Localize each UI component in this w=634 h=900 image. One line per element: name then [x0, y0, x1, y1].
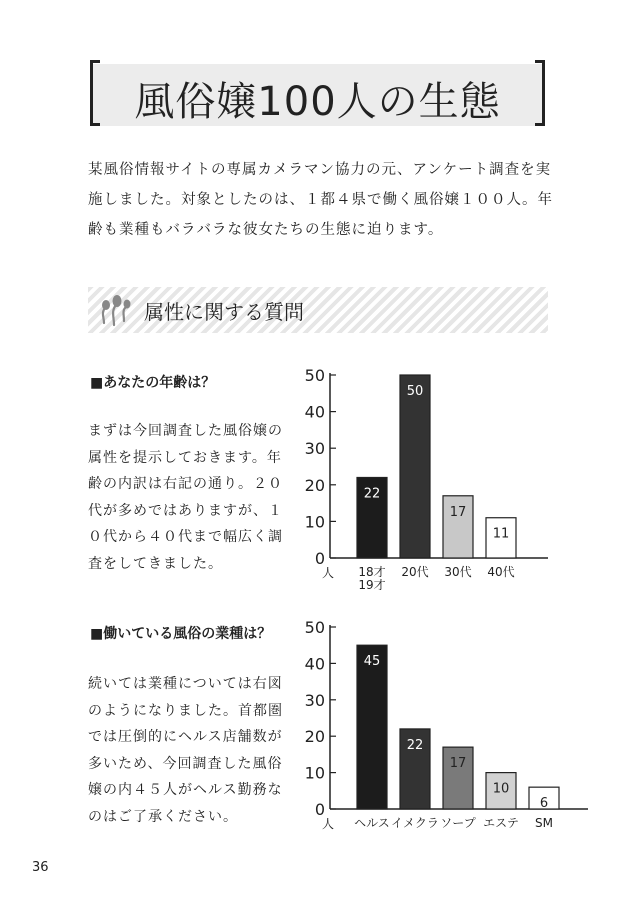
y-unit-label: 人 — [321, 817, 335, 831]
question-industry-body: 続いては業種については右図のようになりました。首都圏では圧倒的にヘルス店舗数が多いため、今回調査した風俗嬢の内４５人がヘルス勤務なのはご了承ください。 — [88, 676, 283, 825]
bar-value-label: 17 — [449, 504, 467, 520]
bar-value-label: 22 — [406, 737, 424, 753]
y-tick-label: 10 — [304, 763, 325, 783]
x-category-label: 18才 — [358, 565, 386, 579]
x-category-label: ヘルス — [354, 816, 390, 830]
bar-value-label: 22 — [363, 486, 381, 502]
page-number: 36 — [32, 860, 49, 875]
y-tick-label: 50 — [304, 618, 325, 637]
y-tick-label: 40 — [304, 402, 325, 422]
x-category-label: 30代 — [444, 565, 472, 579]
x-category-label: イメクラ — [391, 816, 439, 830]
x-category-label: SM — [535, 816, 553, 830]
bar-value-label: 11 — [492, 526, 510, 542]
question-industry-title: ■働いている風俗の業種は？ — [90, 626, 272, 642]
page-title: 風俗嬢100人の生態 — [134, 79, 501, 125]
y-tick-label: 50 — [304, 366, 325, 385]
y-unit-label: 人 — [321, 566, 335, 580]
y-tick-label: 0 — [314, 800, 325, 819]
x-category-label: ソープ — [440, 816, 476, 830]
bar — [357, 645, 387, 809]
bar-value-label: 50 — [406, 384, 424, 399]
x-category-label: 40代 — [487, 565, 515, 579]
section-title: 属性に関する質問 — [144, 300, 304, 324]
x-category-label: 20代 — [401, 565, 429, 579]
y-tick-label: 30 — [304, 690, 325, 710]
sprout-icon — [96, 293, 132, 327]
bar-value-label: 10 — [492, 781, 510, 797]
y-tick-label: 10 — [304, 512, 325, 532]
question-age-title: ■あなたの年齢は？ — [90, 375, 216, 391]
y-tick-label: 20 — [304, 475, 325, 495]
section-header — [88, 287, 548, 333]
y-tick-label: 40 — [304, 654, 325, 674]
industry-bar-chart — [300, 612, 590, 837]
question-age-body: まずは今回調査した風俗嬢の属性を提示しておきます。年齢の内訳は右記の通り。２０代が多めではありますが、１０代から４０代まで幅広く調査をしてきました。 — [88, 423, 283, 572]
intro-text: 某風俗情報サイトの専属カメラマン協力の元、アンケート調査を実施しました。対象としたのは、１都４県で働く風俗嬢１００人。年齢も業種もバラバラな彼女たちの生態に迫ります。 — [88, 162, 553, 238]
x-category-label: エステ — [483, 816, 519, 830]
y-tick-label: 20 — [304, 727, 325, 747]
bar-value-label: 45 — [363, 654, 381, 670]
y-tick-label: 30 — [304, 439, 325, 459]
x-category-label: 19才 — [358, 578, 386, 592]
title-box — [90, 60, 545, 126]
y-tick-label: 0 — [314, 549, 325, 568]
bar — [400, 375, 430, 558]
bar-value-label: 17 — [449, 756, 467, 772]
age-bar-chart — [300, 360, 560, 595]
bar-value-label: 6 — [539, 796, 549, 812]
